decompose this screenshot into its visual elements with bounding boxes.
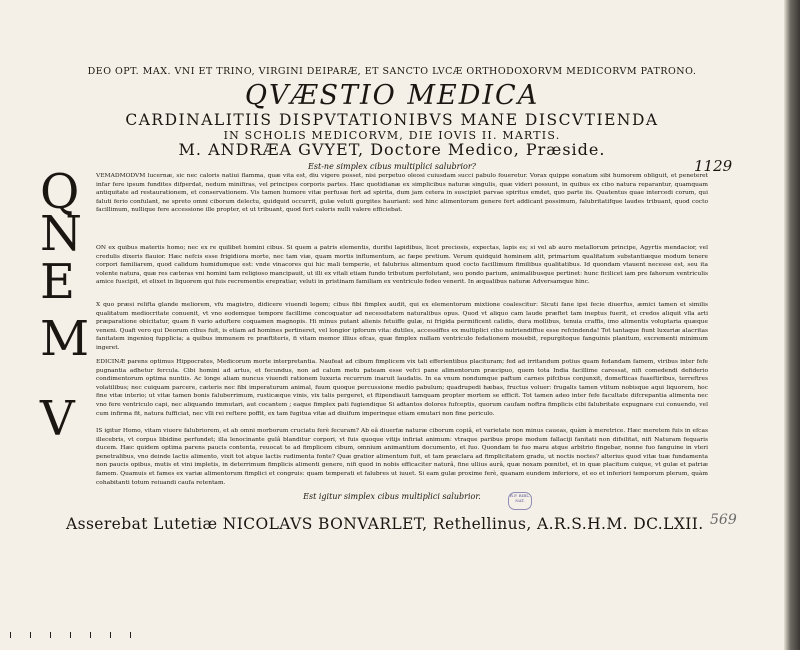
scale-ruler (0, 632, 140, 642)
paragraph-2: ON ex quibus materiis homo; nec ex re quilibet homini cibus. Si quem a patris elementis, durifsi lapidibus, licet preciosis, expectas, lapis es; si vel ab auro metallorum principe, Agyrtis mendacior, vel credulis dixeris flauior. Hæc nefcis esse frigidiora morte, nec tam viæ, quam mortis influmentum, ac fæpe pretium. Verum quidquid hominem alit, primarium qualitatum substantiæque modum tenere corpori familiarem, quod calidum humidumque est: vnde vinacores qui hic mali temperie, et falubrius alimentum quod cocto facillimum fimilibus qualitatibus. Id quondam vtauent necesse est, seu ita volente natura, quæ res cæteras vni homini tam religioso mancipauit, ut illi ex vitali etiam fundo tributum perfolutant, seu pondo parium, animalibusque pertinet: hunc ficilicet iam pre fahorum ventriculis amice fuscipit, et elixet in liquorem qui fuis recrementis erepratiar, veluti in pristinam familiam ex ventriculo fedeo venerit. In æqualibus naturæ Adversamque hinc. (96, 245, 708, 286)
library-stamp: R.F. BIBL. NAT. (508, 492, 532, 510)
drop-cap-v: V (40, 391, 75, 447)
dedication-line: DEO OPT. MAX. VNI ET TRINO, VIRGINI DEIPARÆ, ET SANCTO LVCÆ ORTHODOXORVM MEDICORVM PATRONO. (87, 66, 697, 77)
folio-number: 1129 (694, 157, 733, 175)
thesis-conclusion: Est igitur simplex cibus multiplici salubrior. (303, 492, 481, 501)
thesis-question: Est-ne simplex cibus multiplici salubrior? (308, 162, 476, 171)
assertion-line: Asserebat Lutetiæ NICOLAVS BONVARLET, Rethellinus, A.R.S.H.M. DC.LXII. (66, 515, 704, 533)
paragraph-5: IS igitur Homo, vitam viuere falubriorem, et ab omni morborum cruciatu ferè fecuram? Ab eâ diuerfæ naturæ ciborum copiâ, et varietate non minus caueas, quàm à meretrice. Hæc meretem fuis in efcas illecebris, vt corpus libidine perfundet; illa lenocinante gulâ blanditur corpori, vt fuis quoque vitijs infiriat animum: vtraque paribus prope modum fallaciji fanitati non difsilitat, nifi Naturam fequaris ducem. Hæc quidem optima parens paucis contenta, reuocat te ad fimplicem cibum, omnium animantium documento, et fuo. Quondam te fuo maru atque arbitrio fingebar, nonne fuo fanguine in vteri penetralibus, vno deinde lactis alimento, vixit tot atque lactis rudimenta fonte? Quæ gratior alimentum fuit, et tam præclara ad fimplicitatem gradu, ut noctis noctes? alterius quod vitæ tuæ fundamenta non paucis opibus, mutis et vini impletis, in deterrimum fimplicis alimenti genere, nifi quod in nobis efficaciter naturâ, fine ullius aurâ, quæ noxam pœnitet, et in quæ placitum cuique, vt gulæ et patriæ famem. Quamuis et fames ex variæ alimentorum fimplici et congruis: quam temperati et falubres ut iuuet. Si eam gulæ proxime ferè, quanam eundem inferiore, et eo et inferiori temporum plerum, quàm cohabitanti totum reiuandi caufa retentam. (96, 428, 708, 486)
drop-cap-m: M (40, 311, 90, 367)
title-venue: IN SCHOLIS MEDICORVM, DIE IOVIS II. MARTIS. (223, 129, 561, 142)
drop-cap-q: Q (40, 164, 80, 220)
paragraph-4: EDICINÆ parens optimus Hippocrates, Medicorum morte interpretantia. Naufeat ad cibum fimplicem vix tali efferientibus placituram; fed ad irritandum potius quam fedandam famem, viribus inter fefe pugnantia adhetur fercula. Cibi homini ad artus, et fecundus, non ad calum metu pateam esse vefci pane alimentorum præcipuo, quem tota India facillime caressat, nifi comedendi defiderio condimentorum optima nuntiis. Ac longe aliam nuncus viuendi rationem luxuria recurrum inaruit laudatis. In ea vnum nondumque paftum carnes pifcibus conjunxit, domefticas fuaeftiribus, terreftres volatilibus; nec cuiquam parcere, cæteris nec fibi imperaturum animal, fuum quoque percussione medio pabulum; quadrupedi hæbas, fructus voluer: frugalis tamen vtitum nobisque aqui liquorem, hoc fine vitæ interio; ut vitæ tamen bonis faluberrimum, rusticæque vinis, vix talis pergeret, et ftipendiauit tamquam propter mortem se efficit. Tot tamen adeo inter fefe facultate difcrepantia alimenta nec vno fere ventriculo capi, nec aliquando immutari, aut cocantem ; eaque fimplex pati fugiendique Si adtantos dolores fufceptis, quorum caufam noftra fimplicis cibi falubritate expugnare cui conuendo, vel cum infirma fit, natura fufficiat, nec vlli rei reftere poffit, ex tam fugitua vitæ ad diuifum imperinque etiam emutari non fine periculo. (96, 359, 708, 417)
page-edge (784, 0, 800, 650)
paragraph-1: VEMADMODVM lucernæ, sic nec caloris natiui flamma, quæ vita est, diu vigere posset, nisi perpetuo oleosi cuiusdam succi pabulo foueretur. Vorax quippe eonatum sibi humorem obliguit, et peneteret infar fere ipsum fundites difperdat, nedum minifiras, vel principes corporis partes. Hæc quotidianæ ex simplicibus naturæ singulis, quæ videri possunt, in quibus ex cibo natura reparantur, quamquam antiquitate ad restaurationem, et conservationem. Vis tamen humore vitæ perfusæ fert ad spirita, dum jam cetera in suscipiet parvae spiritus emdet, quo parte iis. Quatentus quae intercedi corum, qui faluti ferio confulant, ne spreto omni ciborum delectu, quidquid occurrit, gulæ veluti gurgites hauriant: sed hinc alimentorum genere fert addicant possimum, falubritatifque laudes tribuant, quod cocto facillimum, nullique fere accessione ille propter, et ut tribuant, quod fert caloris nulli valere efficiebat. (96, 173, 708, 214)
drop-cap-n: N (40, 206, 82, 262)
title-main: QVÆSTIO MEDICA (244, 80, 540, 111)
pencil-annotation: 569 (710, 512, 737, 528)
title-praeses: M. ANDRÆA GVYET, Doctore Medico, Præside. (178, 140, 606, 159)
drop-cap-e: E (40, 254, 76, 310)
title-subtitle: CARDINALITIIS DISPVTATIONIBVS MANE DISCVTIENDA (125, 111, 659, 129)
paragraph-3: X quo præsi relifta glande meliorem, vfu magistro, didicere viuendi legem; cibus fibi fimplex audit, qui ex elementorum mixtione coalescitur: Sicuti fane ipsi fecie diuerfus, æmici tamen et similis qualitatum mediocritate conuenit, vt vno eodemque tempore facillime concoquatur ad necessitatem naturalibus opus. Quod vt aliquo cam laude præftet tam ineptus fuerit, et credos aliquit vlla arti præparatione obicitatur, quam fi vario aduftere coquamen magnopis. Hi minus putant alienis fetuiffe gulæ, ni frigida permificent calidis, dura mollibus, tenuia craffis, imo alimentis voluptaria quæque veneni. Quafi vero qui Deorum cibus fuit, is etiam ad homines pertineret, vel longior ipforum vita: dutiles, accessiffes ex multiplici cibo nutriendiffue esse refcindenda! Tot tantaque fiunt luxuriæ alacritas fanitatem ingenioq fupplicia; a quibus immunem re præftiteris, fi vitam memor illius efcas, quæ fimplex nullam ventriculo fedationem mouebit, repurgitoque fanguinis planitum, excrementi minimum ingeret. (96, 302, 708, 351)
